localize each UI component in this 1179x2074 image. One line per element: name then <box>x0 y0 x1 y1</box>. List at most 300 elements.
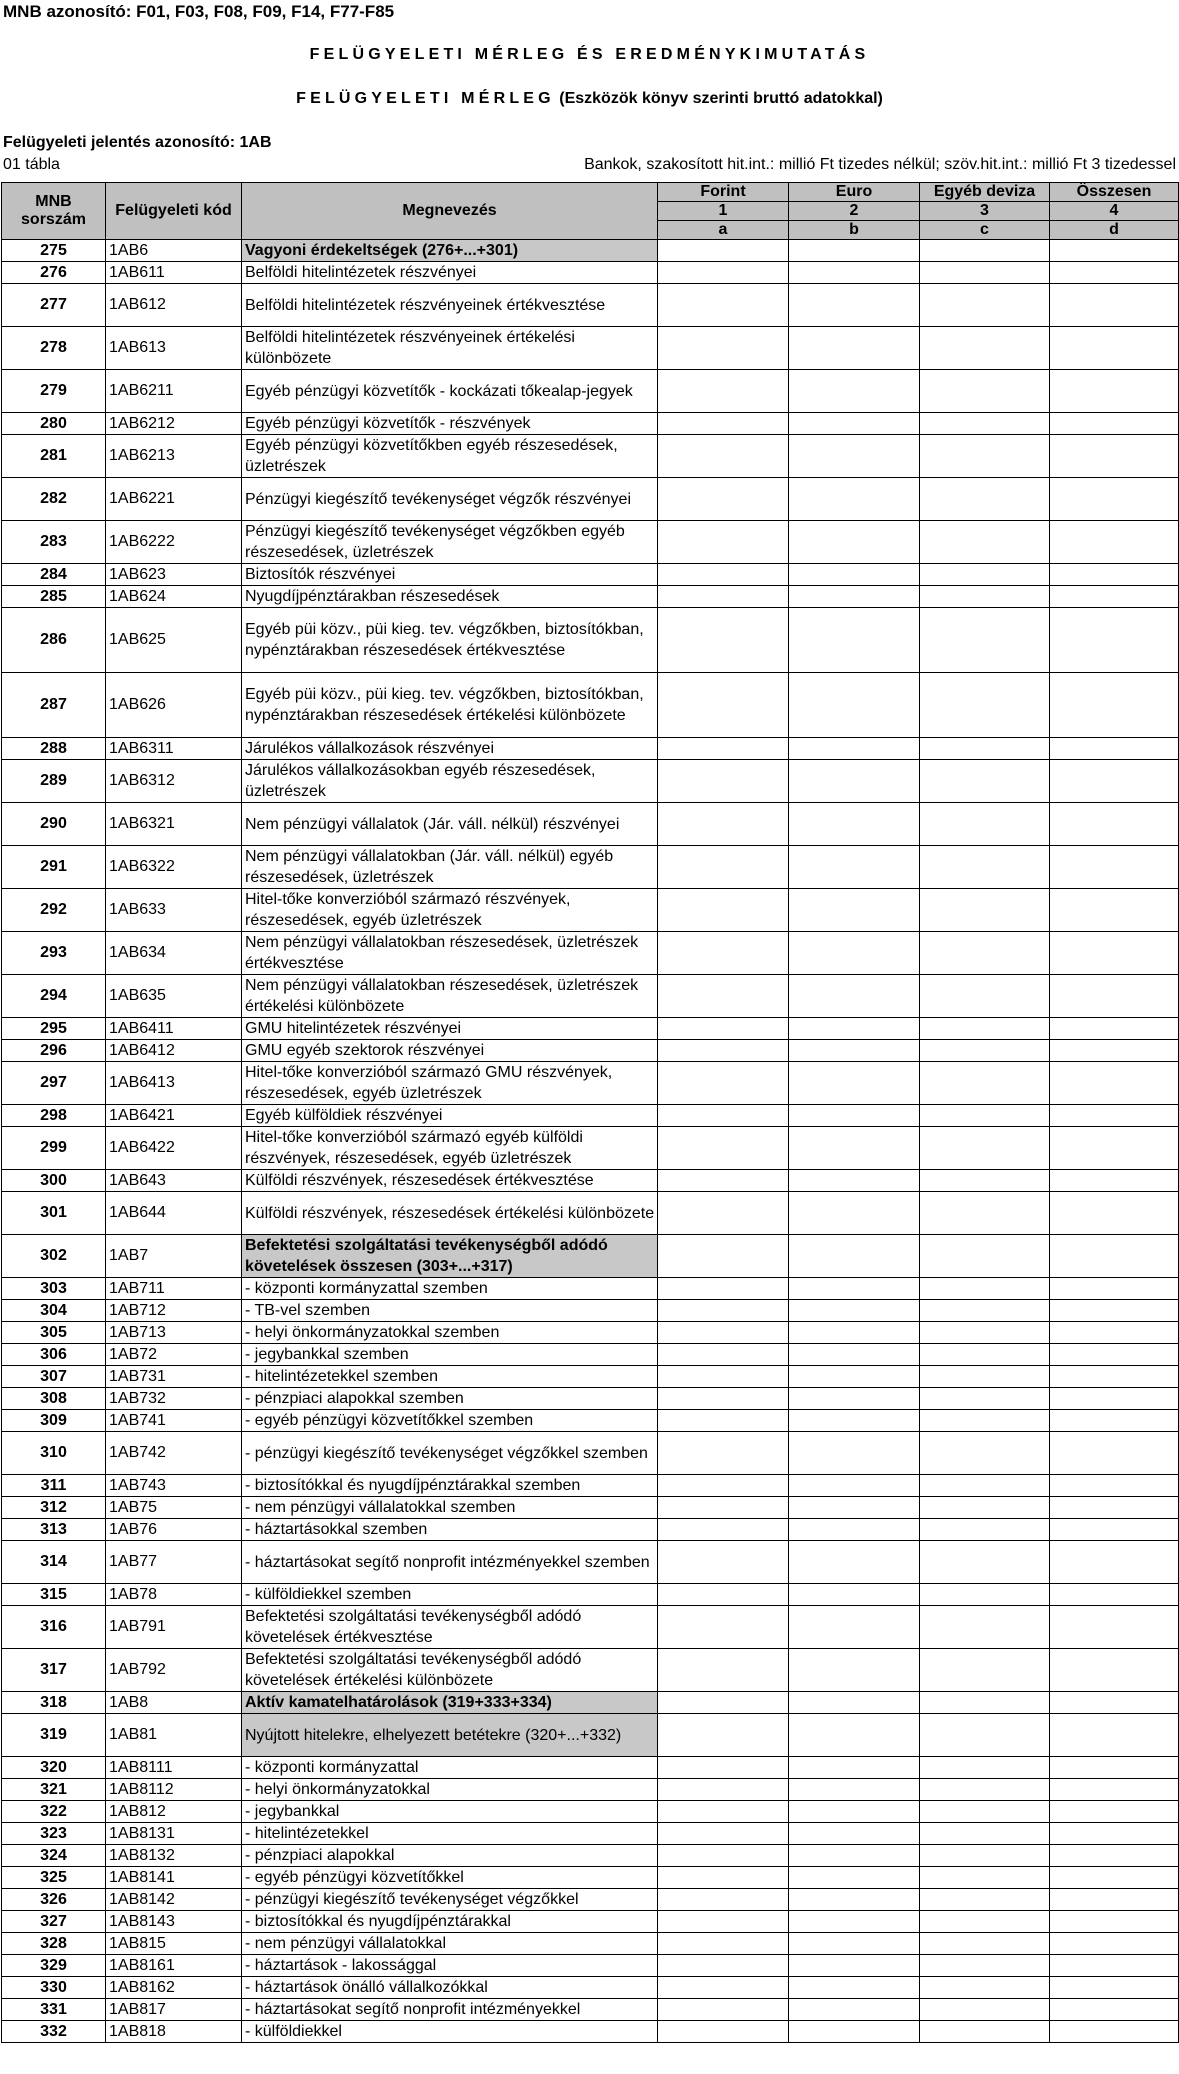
value-cell-egyeb-deviza[interactable] <box>920 1388 1050 1410</box>
value-cell-euro[interactable] <box>789 932 920 975</box>
value-cell-osszesen[interactable] <box>1050 1497 1179 1519</box>
value-cell-egyeb-deviza[interactable] <box>920 1497 1050 1519</box>
value-cell-egyeb-deviza[interactable] <box>920 1757 1050 1779</box>
value-cell-forint[interactable] <box>658 564 789 586</box>
row-mnb-number: 302 <box>2 1235 106 1278</box>
main-title: FELÜGYELETI MÉRLEG ÉS EREDMÉNYKIMUTATÁS <box>309 46 870 63</box>
row-mnb-number: 308 <box>2 1388 106 1410</box>
row-mnb-number: 300 <box>2 1170 106 1192</box>
value-cell-egyeb-deviza[interactable] <box>920 478 1050 521</box>
value-cell-osszesen[interactable] <box>1050 673 1179 738</box>
value-cell-euro[interactable] <box>789 1757 920 1779</box>
value-cell-osszesen[interactable] <box>1050 1606 1179 1649</box>
value-cell-osszesen[interactable] <box>1050 1779 1179 1801</box>
value-cell-osszesen[interactable] <box>1050 1344 1179 1366</box>
row-code: 1AB817 <box>106 1999 242 2021</box>
value-cell-egyeb-deviza[interactable] <box>920 1018 1050 1040</box>
value-cell-forint[interactable] <box>658 760 789 803</box>
value-cell-osszesen[interactable] <box>1050 2021 1179 2043</box>
value-cell-osszesen[interactable] <box>1050 1105 1179 1127</box>
value-cell-osszesen[interactable] <box>1050 1127 1179 1170</box>
value-cell-osszesen[interactable] <box>1050 1911 1179 1933</box>
value-cell-egyeb-deviza[interactable] <box>920 586 1050 608</box>
value-cell-egyeb-deviza[interactable] <box>920 1999 1050 2021</box>
value-cell-osszesen[interactable] <box>1050 846 1179 889</box>
value-cell-forint[interactable] <box>658 1018 789 1040</box>
value-cell-egyeb-deviza[interactable] <box>920 1933 1050 1955</box>
value-cell-osszesen[interactable] <box>1050 1235 1179 1278</box>
row-code: 1AB6321 <box>106 803 242 846</box>
value-cell-osszesen[interactable] <box>1050 1649 1179 1692</box>
value-cell-egyeb-deviza[interactable] <box>920 284 1050 327</box>
table-row <box>2 564 1179 586</box>
row-mnb-number: 303 <box>2 1278 106 1300</box>
value-cell-euro[interactable] <box>789 435 920 478</box>
value-cell-egyeb-deviza[interactable] <box>920 1235 1050 1278</box>
table-row <box>2 1322 1179 1344</box>
value-cell-euro[interactable] <box>789 1801 920 1823</box>
table-row <box>2 1278 1179 1300</box>
value-cell-forint[interactable] <box>658 1955 789 1977</box>
value-cell-osszesen[interactable] <box>1050 975 1179 1018</box>
table-row <box>2 240 1179 262</box>
row-description: - pénzpiaci alapokkal szemben <box>242 1388 658 1410</box>
row-code: 1AB8111 <box>106 1757 242 1779</box>
value-cell-forint[interactable] <box>658 1278 789 1300</box>
value-cell-forint[interactable] <box>658 1541 789 1584</box>
value-cell-osszesen[interactable] <box>1050 1300 1179 1322</box>
row-mnb-number: 280 <box>2 413 106 435</box>
value-cell-osszesen[interactable] <box>1050 564 1179 586</box>
value-cell-osszesen[interactable] <box>1050 521 1179 564</box>
header-col-number: 3 <box>920 202 1050 221</box>
value-cell-euro[interactable] <box>789 760 920 803</box>
value-cell-forint[interactable] <box>658 846 789 889</box>
row-description: Egyéb püi közv., püi kieg. tev. végzőkben, biztosítókban, nypénztárakban részesedések értékvesztése <box>242 608 658 673</box>
value-cell-forint[interactable] <box>658 1933 789 1955</box>
value-cell-egyeb-deviza[interactable] <box>920 2021 1050 2043</box>
row-mnb-number: 332 <box>2 2021 106 2043</box>
value-cell-egyeb-deviza[interactable] <box>920 1366 1050 1388</box>
value-cell-forint[interactable] <box>658 889 789 932</box>
value-cell-euro[interactable] <box>789 1606 920 1649</box>
row-description: Befektetési szolgáltatási tevékenységből adódó követelések összesen (303+...+317) <box>242 1235 658 1278</box>
value-cell-forint[interactable] <box>658 1867 789 1889</box>
value-cell-osszesen[interactable] <box>1050 1040 1179 1062</box>
value-cell-osszesen[interactable] <box>1050 1170 1179 1192</box>
value-cell-forint[interactable] <box>658 1062 789 1105</box>
value-cell-forint[interactable] <box>658 1584 789 1606</box>
value-cell-forint[interactable] <box>658 1714 789 1757</box>
value-cell-forint[interactable] <box>658 240 789 262</box>
value-cell-egyeb-deviza[interactable] <box>920 435 1050 478</box>
value-cell-egyeb-deviza[interactable] <box>920 1519 1050 1541</box>
value-cell-forint[interactable] <box>658 1606 789 1649</box>
value-cell-euro[interactable] <box>789 521 920 564</box>
value-cell-euro[interactable] <box>789 1911 920 1933</box>
value-cell-euro[interactable] <box>789 1889 920 1911</box>
value-cell-osszesen[interactable] <box>1050 1955 1179 1977</box>
value-cell-euro[interactable] <box>789 1170 920 1192</box>
value-cell-egyeb-deviza[interactable] <box>920 1606 1050 1649</box>
header-col-letter: a <box>658 221 789 240</box>
table-row <box>2 521 1179 564</box>
value-cell-euro[interactable] <box>789 1933 920 1955</box>
value-cell-euro[interactable] <box>789 478 920 521</box>
value-cell-forint[interactable] <box>658 1105 789 1127</box>
value-cell-egyeb-deviza[interactable] <box>920 1541 1050 1584</box>
value-cell-osszesen[interactable] <box>1050 803 1179 846</box>
value-cell-egyeb-deviza[interactable] <box>920 975 1050 1018</box>
value-cell-euro[interactable] <box>789 1278 920 1300</box>
value-cell-forint[interactable] <box>658 435 789 478</box>
value-cell-osszesen[interactable] <box>1050 1584 1179 1606</box>
value-cell-egyeb-deviza[interactable] <box>920 1692 1050 1714</box>
value-cell-osszesen[interactable] <box>1050 1889 1179 1911</box>
value-cell-egyeb-deviza[interactable] <box>920 1475 1050 1497</box>
value-cell-osszesen[interactable] <box>1050 1999 1179 2021</box>
table-body <box>2 240 1179 2043</box>
value-cell-forint[interactable] <box>658 738 789 760</box>
value-cell-euro[interactable] <box>789 846 920 889</box>
value-cell-osszesen[interactable] <box>1050 1519 1179 1541</box>
value-cell-euro[interactable] <box>789 608 920 673</box>
row-code: 1AB8142 <box>106 1889 242 1911</box>
table-row <box>2 1300 1179 1322</box>
value-cell-forint[interactable] <box>658 413 789 435</box>
table-row <box>2 1757 1179 1779</box>
value-cell-forint[interactable] <box>658 1977 789 1999</box>
value-cell-osszesen[interactable] <box>1050 370 1179 413</box>
value-cell-euro[interactable] <box>789 673 920 738</box>
value-cell-forint[interactable] <box>658 1170 789 1192</box>
value-cell-osszesen[interactable] <box>1050 1322 1179 1344</box>
value-cell-forint[interactable] <box>658 1889 789 1911</box>
value-cell-euro[interactable] <box>789 1692 920 1714</box>
value-cell-egyeb-deviza[interactable] <box>920 673 1050 738</box>
value-cell-egyeb-deviza[interactable] <box>920 1911 1050 1933</box>
value-cell-euro[interactable] <box>789 1322 920 1344</box>
value-cell-euro[interactable] <box>789 413 920 435</box>
value-cell-euro[interactable] <box>789 1432 920 1475</box>
value-cell-osszesen[interactable] <box>1050 889 1179 932</box>
value-cell-euro[interactable] <box>789 1410 920 1432</box>
row-code: 1AB6421 <box>106 1105 242 1127</box>
row-description: Hitel-tőke konverzióból származó egyéb külföldi részvények, részesedések, egyéb üzletrészek <box>242 1127 658 1170</box>
row-mnb-number: 297 <box>2 1062 106 1105</box>
value-cell-osszesen[interactable] <box>1050 1062 1179 1105</box>
value-cell-osszesen[interactable] <box>1050 1823 1179 1845</box>
value-cell-euro[interactable] <box>789 564 920 586</box>
table-row <box>2 1714 1179 1757</box>
row-mnb-number: 320 <box>2 1757 106 1779</box>
value-cell-osszesen[interactable] <box>1050 932 1179 975</box>
value-cell-osszesen[interactable] <box>1050 586 1179 608</box>
value-cell-euro[interactable] <box>789 1018 920 1040</box>
value-cell-forint[interactable] <box>658 478 789 521</box>
balance-table <box>1 182 1179 2043</box>
value-cell-euro[interactable] <box>789 803 920 846</box>
value-cell-osszesen[interactable] <box>1050 1692 1179 1714</box>
value-cell-forint[interactable] <box>658 1779 789 1801</box>
value-cell-egyeb-deviza[interactable] <box>920 1344 1050 1366</box>
row-mnb-number: 318 <box>2 1692 106 1714</box>
value-cell-egyeb-deviza[interactable] <box>920 1584 1050 1606</box>
value-cell-euro[interactable] <box>789 975 920 1018</box>
header-mnb-sorszam: MNB sorszám <box>2 183 106 240</box>
row-description: - hitelintézetekkel szemben <box>242 1366 658 1388</box>
table-row <box>2 1584 1179 1606</box>
value-cell-osszesen[interactable] <box>1050 240 1179 262</box>
value-cell-egyeb-deviza[interactable] <box>920 1322 1050 1344</box>
value-cell-forint[interactable] <box>658 1410 789 1432</box>
row-description: - nem pénzügyi vállalatokkal <box>242 1933 658 1955</box>
value-cell-forint[interactable] <box>658 1432 789 1475</box>
value-cell-egyeb-deviza[interactable] <box>920 1823 1050 1845</box>
value-cell-egyeb-deviza[interactable] <box>920 1649 1050 1692</box>
value-cell-euro[interactable] <box>789 1541 920 1584</box>
value-cell-euro[interactable] <box>789 1344 920 1366</box>
value-cell-osszesen[interactable] <box>1050 413 1179 435</box>
value-cell-osszesen[interactable] <box>1050 1432 1179 1475</box>
row-mnb-number: 293 <box>2 932 106 975</box>
value-cell-egyeb-deviza[interactable] <box>920 738 1050 760</box>
row-mnb-number: 309 <box>2 1410 106 1432</box>
value-cell-osszesen[interactable] <box>1050 1757 1179 1779</box>
value-cell-forint[interactable] <box>658 2021 789 2043</box>
value-cell-egyeb-deviza[interactable] <box>920 846 1050 889</box>
row-mnb-number: 329 <box>2 1955 106 1977</box>
value-cell-egyeb-deviza[interactable] <box>920 413 1050 435</box>
value-cell-euro[interactable] <box>789 738 920 760</box>
value-cell-forint[interactable] <box>658 1475 789 1497</box>
value-cell-forint[interactable] <box>658 932 789 975</box>
table-row <box>2 1845 1179 1867</box>
value-cell-osszesen[interactable] <box>1050 1845 1179 1867</box>
value-cell-euro[interactable] <box>789 586 920 608</box>
value-cell-forint[interactable] <box>658 1999 789 2021</box>
value-cell-forint[interactable] <box>658 327 789 370</box>
value-cell-egyeb-deviza[interactable] <box>920 262 1050 284</box>
value-cell-osszesen[interactable] <box>1050 1018 1179 1040</box>
value-cell-forint[interactable] <box>658 1344 789 1366</box>
value-cell-euro[interactable] <box>789 2021 920 2043</box>
value-cell-osszesen[interactable] <box>1050 1933 1179 1955</box>
value-cell-osszesen[interactable] <box>1050 1801 1179 1823</box>
value-cell-forint[interactable] <box>658 1823 789 1845</box>
value-cell-forint[interactable] <box>658 1649 789 1692</box>
value-cell-egyeb-deviza[interactable] <box>920 803 1050 846</box>
value-cell-osszesen[interactable] <box>1050 1278 1179 1300</box>
value-cell-euro[interactable] <box>789 1192 920 1235</box>
value-cell-forint[interactable] <box>658 1235 789 1278</box>
value-cell-egyeb-deviza[interactable] <box>920 889 1050 932</box>
table-row <box>2 1519 1179 1541</box>
value-cell-osszesen[interactable] <box>1050 262 1179 284</box>
row-description: - külföldiekkel szemben <box>242 1584 658 1606</box>
value-cell-forint[interactable] <box>658 1801 789 1823</box>
value-cell-forint[interactable] <box>658 803 789 846</box>
value-cell-egyeb-deviza[interactable] <box>920 1170 1050 1192</box>
header-megnevezes: Megnevezés <box>242 183 658 240</box>
value-cell-forint[interactable] <box>658 1366 789 1388</box>
value-cell-euro[interactable] <box>789 1105 920 1127</box>
row-mnb-number: 286 <box>2 608 106 673</box>
value-cell-egyeb-deviza[interactable] <box>920 564 1050 586</box>
value-cell-forint[interactable] <box>658 1519 789 1541</box>
value-cell-forint[interactable] <box>658 1040 789 1062</box>
report-identifier: Felügyeleti jelentés azonosító: 1AB <box>3 134 272 151</box>
value-cell-forint[interactable] <box>658 262 789 284</box>
value-cell-egyeb-deviza[interactable] <box>920 1714 1050 1757</box>
value-cell-euro[interactable] <box>789 284 920 327</box>
value-cell-euro[interactable] <box>789 1999 920 2021</box>
value-cell-osszesen[interactable] <box>1050 738 1179 760</box>
value-cell-euro[interactable] <box>789 1977 920 1999</box>
value-cell-osszesen[interactable] <box>1050 1867 1179 1889</box>
value-cell-osszesen[interactable] <box>1050 1366 1179 1388</box>
value-cell-egyeb-deviza[interactable] <box>920 1410 1050 1432</box>
value-cell-egyeb-deviza[interactable] <box>920 327 1050 370</box>
value-cell-euro[interactable] <box>789 1300 920 1322</box>
value-cell-euro[interactable] <box>789 370 920 413</box>
value-cell-euro[interactable] <box>789 1779 920 1801</box>
value-cell-euro[interactable] <box>789 1823 920 1845</box>
value-cell-osszesen[interactable] <box>1050 284 1179 327</box>
value-cell-forint[interactable] <box>658 975 789 1018</box>
row-mnb-number: 328 <box>2 1933 106 1955</box>
table-row <box>2 738 1179 760</box>
value-cell-euro[interactable] <box>789 1845 920 1867</box>
value-cell-osszesen[interactable] <box>1050 608 1179 673</box>
value-cell-forint[interactable] <box>658 370 789 413</box>
value-cell-egyeb-deviza[interactable] <box>920 1432 1050 1475</box>
row-code: 1AB791 <box>106 1606 242 1649</box>
value-cell-euro[interactable] <box>789 240 920 262</box>
value-cell-egyeb-deviza[interactable] <box>920 1801 1050 1823</box>
value-cell-egyeb-deviza[interactable] <box>920 1278 1050 1300</box>
row-code: 1AB6422 <box>106 1127 242 1170</box>
value-cell-osszesen[interactable] <box>1050 1541 1179 1584</box>
value-cell-egyeb-deviza[interactable] <box>920 1955 1050 1977</box>
row-description: - jegybankkal <box>242 1801 658 1823</box>
row-description: Befektetési szolgáltatási tevékenységből adódó követelések értékelési különbözete <box>242 1649 658 1692</box>
value-cell-egyeb-deviza[interactable] <box>920 1127 1050 1170</box>
value-cell-egyeb-deviza[interactable] <box>920 240 1050 262</box>
value-cell-egyeb-deviza[interactable] <box>920 370 1050 413</box>
value-cell-euro[interactable] <box>789 262 920 284</box>
value-cell-euro[interactable] <box>789 1235 920 1278</box>
row-code: 1AB711 <box>106 1278 242 1300</box>
value-cell-egyeb-deviza[interactable] <box>920 932 1050 975</box>
value-cell-euro[interactable] <box>789 1062 920 1105</box>
row-description: Hitel-tőke konverzióból származó részvények, részesedések, egyéb üzletrészek <box>242 889 658 932</box>
value-cell-euro[interactable] <box>789 1497 920 1519</box>
row-description: Nem pénzügyi vállalatokban részesedések, üzletrészek értékvesztése <box>242 932 658 975</box>
row-description: - helyi önkormányzatokkal szemben <box>242 1322 658 1344</box>
table-row <box>2 1999 1179 2021</box>
value-cell-forint[interactable] <box>658 1192 789 1235</box>
value-cell-egyeb-deviza[interactable] <box>920 1977 1050 1999</box>
value-cell-osszesen[interactable] <box>1050 1977 1179 1999</box>
value-cell-euro[interactable] <box>789 1649 920 1692</box>
value-cell-forint[interactable] <box>658 1497 789 1519</box>
row-mnb-number: 316 <box>2 1606 106 1649</box>
value-cell-egyeb-deviza[interactable] <box>920 1062 1050 1105</box>
row-description: - háztartásokkal szemben <box>242 1519 658 1541</box>
value-cell-euro[interactable] <box>789 1388 920 1410</box>
value-cell-forint[interactable] <box>658 1322 789 1344</box>
value-cell-forint[interactable] <box>658 1845 789 1867</box>
value-cell-euro[interactable] <box>789 327 920 370</box>
table-row <box>2 760 1179 803</box>
value-cell-egyeb-deviza[interactable] <box>920 1105 1050 1127</box>
value-cell-egyeb-deviza[interactable] <box>920 521 1050 564</box>
row-description: - jegybankkal szemben <box>242 1344 658 1366</box>
value-cell-forint[interactable] <box>658 673 789 738</box>
value-cell-egyeb-deviza[interactable] <box>920 1889 1050 1911</box>
value-cell-forint[interactable] <box>658 284 789 327</box>
value-cell-forint[interactable] <box>658 1757 789 1779</box>
value-cell-forint[interactable] <box>658 586 789 608</box>
value-cell-egyeb-deviza[interactable] <box>920 1779 1050 1801</box>
value-cell-forint[interactable] <box>658 1388 789 1410</box>
value-cell-osszesen[interactable] <box>1050 327 1179 370</box>
value-cell-euro[interactable] <box>789 1475 920 1497</box>
value-cell-osszesen[interactable] <box>1050 1714 1179 1757</box>
row-description: - háztartásokat segítő nonprofit intézményekkel szemben <box>242 1541 658 1584</box>
value-cell-euro[interactable] <box>789 1040 920 1062</box>
row-code: 1AB625 <box>106 608 242 673</box>
value-cell-egyeb-deviza[interactable] <box>920 1040 1050 1062</box>
value-cell-euro[interactable] <box>789 1955 920 1977</box>
value-cell-egyeb-deviza[interactable] <box>920 608 1050 673</box>
value-cell-forint[interactable] <box>658 1692 789 1714</box>
value-cell-euro[interactable] <box>789 1867 920 1889</box>
row-code: 1AB6412 <box>106 1040 242 1062</box>
value-cell-egyeb-deviza[interactable] <box>920 1845 1050 1867</box>
row-code: 1AB643 <box>106 1170 242 1192</box>
value-cell-egyeb-deviza[interactable] <box>920 1300 1050 1322</box>
value-cell-forint[interactable] <box>658 1300 789 1322</box>
value-cell-osszesen[interactable] <box>1050 1410 1179 1432</box>
value-cell-osszesen[interactable] <box>1050 760 1179 803</box>
value-cell-osszesen[interactable] <box>1050 1192 1179 1235</box>
row-mnb-number: 298 <box>2 1105 106 1127</box>
value-cell-osszesen[interactable] <box>1050 1475 1179 1497</box>
value-cell-forint[interactable] <box>658 608 789 673</box>
value-cell-egyeb-deviza[interactable] <box>920 1192 1050 1235</box>
value-cell-forint[interactable] <box>658 521 789 564</box>
value-cell-egyeb-deviza[interactable] <box>920 1867 1050 1889</box>
row-mnb-number: 296 <box>2 1040 106 1062</box>
value-cell-osszesen[interactable] <box>1050 478 1179 521</box>
value-cell-euro[interactable] <box>789 1366 920 1388</box>
table-row <box>2 1388 1179 1410</box>
value-cell-euro[interactable] <box>789 1519 920 1541</box>
value-cell-forint[interactable] <box>658 1127 789 1170</box>
value-cell-egyeb-deviza[interactable] <box>920 760 1050 803</box>
value-cell-euro[interactable] <box>789 1584 920 1606</box>
value-cell-euro[interactable] <box>789 889 920 932</box>
value-cell-euro[interactable] <box>789 1714 920 1757</box>
row-description: GMU egyéb szektorok részvényei <box>242 1040 658 1062</box>
value-cell-forint[interactable] <box>658 1911 789 1933</box>
value-cell-osszesen[interactable] <box>1050 435 1179 478</box>
value-cell-euro[interactable] <box>789 1127 920 1170</box>
row-code: 1AB6221 <box>106 478 242 521</box>
value-cell-osszesen[interactable] <box>1050 1388 1179 1410</box>
